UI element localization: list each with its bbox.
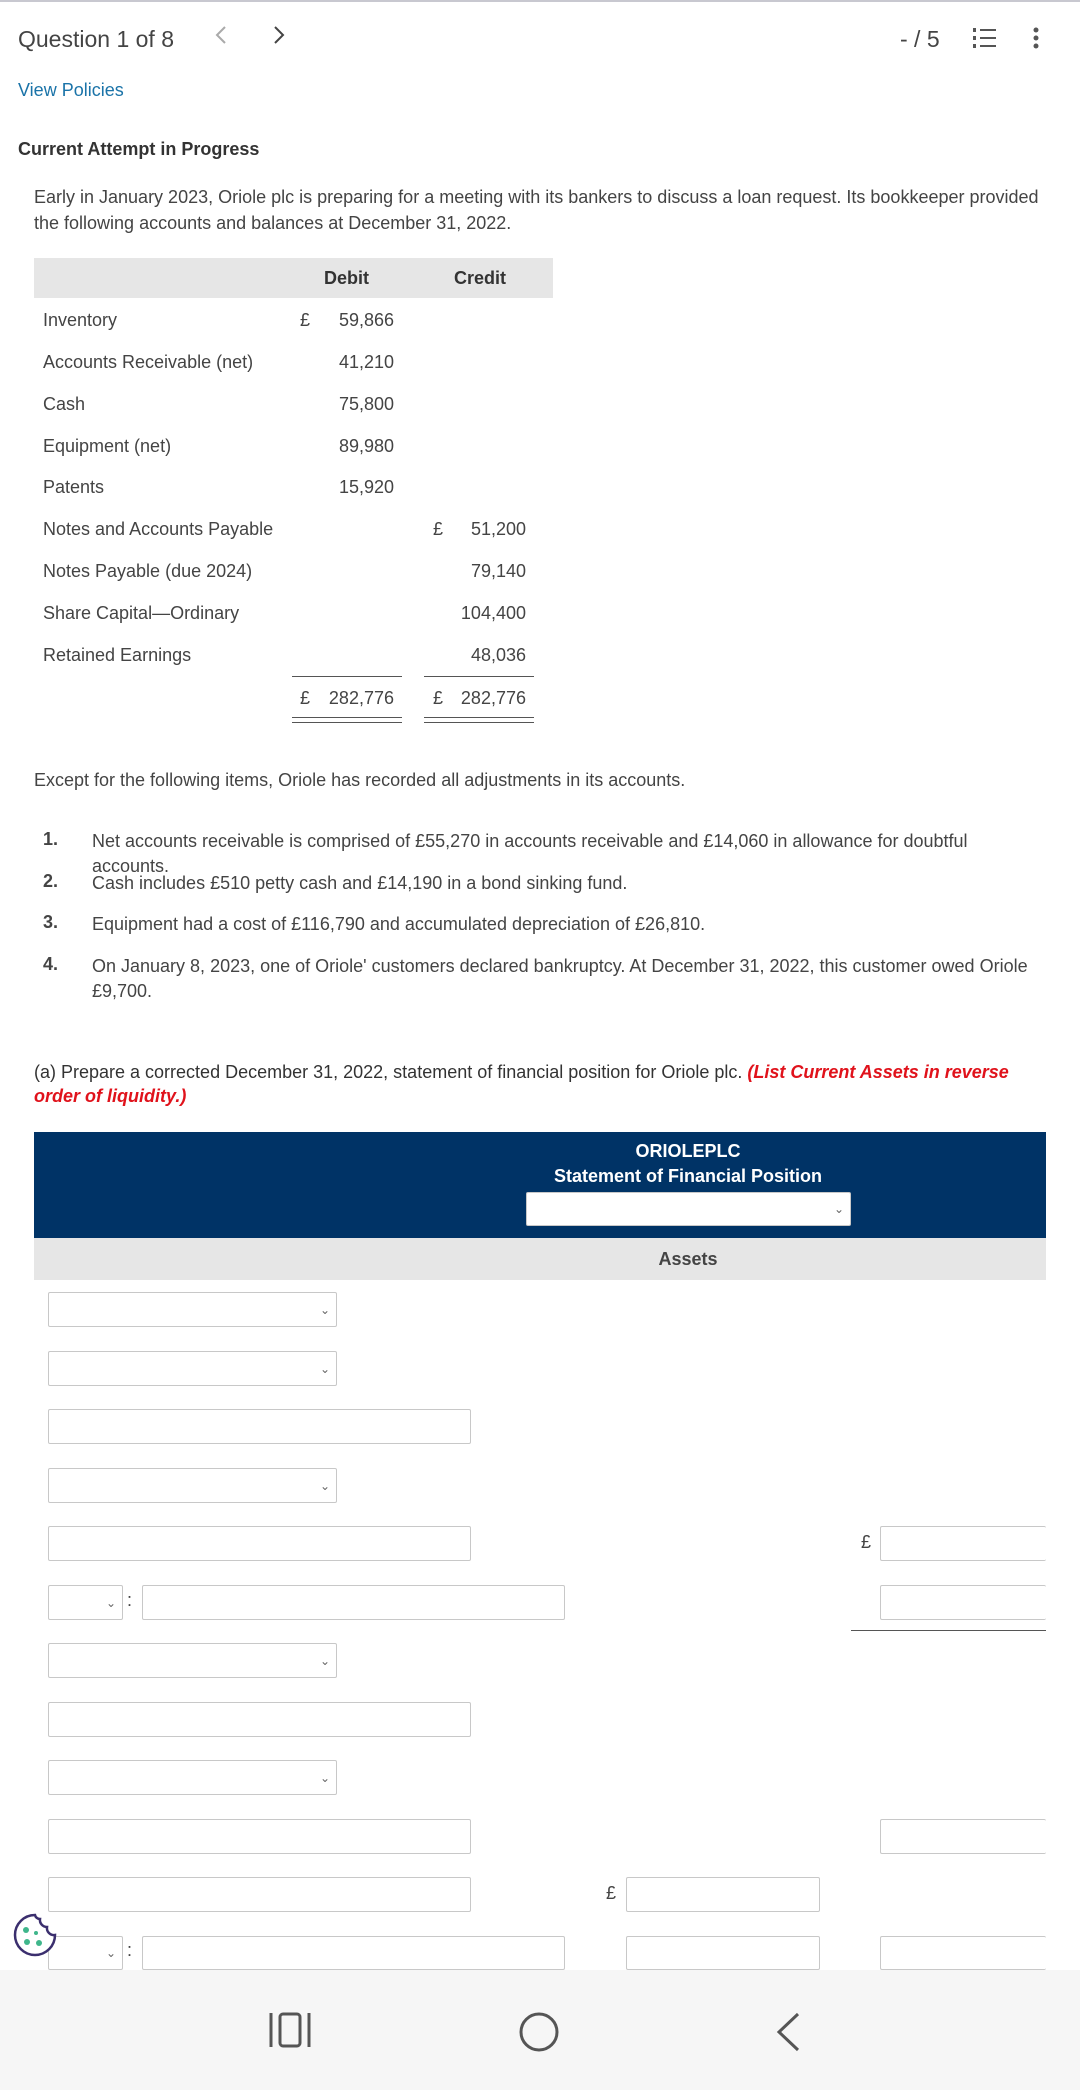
total-double-rule: [424, 717, 534, 723]
except-text: Except for the following items, Oriole has recorded all adjustments in its accounts.: [34, 770, 686, 790]
next-question-button[interactable]: [272, 24, 286, 53]
statement-title: Statement of Financial Position: [553, 1166, 823, 1186]
question-intro: Early in January 2023, Oriole plc is preparing for a meeting with its bankers to discuss a loan request. Its bookkeeper provided the following accounts and balances at December 31, 2022.: [34, 187, 1039, 233]
chevron-down-icon: ⌄: [105, 1595, 116, 1610]
tb-row-label: Accounts Receivable (net): [43, 352, 254, 372]
amount-input[interactable]: [626, 1877, 820, 1912]
subtotal-amount-input[interactable]: [880, 1585, 1046, 1620]
chevron-down-icon: ⌄: [319, 1361, 330, 1376]
question-counter: Question 1 of 8: [18, 26, 174, 52]
tb-row-label: Retained Earnings: [43, 645, 192, 665]
chevron-down-icon: ⌄: [105, 1946, 116, 1960]
recent-apps-icon: [268, 2011, 312, 2049]
question-list-button[interactable]: [972, 26, 998, 50]
tb-row-label: Cash: [43, 394, 86, 414]
tb-debit-value: 75,800: [338, 394, 394, 414]
item-text: Cash includes £510 petty cash and £14,190 in a bond sinking fund.: [92, 873, 628, 893]
prefix-select[interactable]: [48, 1936, 123, 1970]
item-number: 4.: [43, 954, 59, 974]
subtotal-rule: [851, 1630, 1046, 1631]
attempt-status: Current Attempt in Progress: [18, 139, 260, 159]
subtotal-rule: [292, 676, 402, 677]
item-number: 2.: [43, 871, 59, 891]
amount-currency: £: [861, 1532, 872, 1552]
subtotal-rule: [424, 676, 534, 677]
back-button[interactable]: [774, 2011, 802, 2058]
tb-debit-value: 41,210: [338, 352, 394, 372]
chevron-left-icon: [214, 24, 228, 46]
tb-currency: £: [300, 688, 311, 708]
account-select[interactable]: [48, 1760, 337, 1795]
date-select[interactable]: [526, 1192, 851, 1226]
item-text: Net accounts receivable is comprised of £55,270 in accounts receivable and £14,060 in allowance for doubtful accounts.: [92, 831, 968, 876]
colon-separator: :: [127, 1940, 133, 1960]
account-select[interactable]: [48, 1351, 337, 1386]
amount-input[interactable]: [626, 1936, 820, 1970]
amount-input[interactable]: [880, 1526, 1046, 1561]
total-double-rule: [292, 717, 402, 723]
part-a-prompt: (a) Prepare a corrected December 31, 2022, statement of financial position for Oriole plc.: [34, 1062, 748, 1082]
tb-row-label: Notes and Accounts Payable: [43, 519, 274, 539]
chevron-down-icon: ⌄: [319, 1302, 330, 1317]
prev-question-button[interactable]: [214, 24, 228, 53]
tb-credit-value: 104,400: [460, 603, 526, 623]
amount-input[interactable]: [880, 1819, 1046, 1854]
item-text: Equipment had a cost of £116,790 and accumulated depreciation of £26,810.: [92, 914, 706, 934]
recent-apps-button[interactable]: [268, 2011, 312, 2054]
home-circle-icon: [518, 2011, 560, 2053]
subtotal-label-input[interactable]: [142, 1936, 565, 1970]
back-arrow-icon: [774, 2011, 802, 2053]
account-select[interactable]: [48, 1643, 337, 1678]
credit-header: Credit: [454, 268, 507, 288]
account-text-input[interactable]: [48, 1526, 471, 1561]
item-number: 3.: [43, 912, 59, 932]
tb-row-label: Notes Payable (due 2024): [43, 561, 253, 581]
tb-row-label: Equipment (net): [43, 436, 172, 456]
chevron-right-icon: [272, 24, 286, 46]
account-select[interactable]: [48, 1292, 337, 1327]
more-options-button[interactable]: [1026, 26, 1046, 50]
tb-debit-value: 15,920: [338, 477, 394, 497]
tb-row-label: Inventory: [43, 310, 118, 330]
chevron-down-icon: ⌄: [319, 1478, 330, 1493]
tb-currency: £: [433, 688, 444, 708]
tb-debit-value: 89,980: [338, 436, 394, 456]
account-select[interactable]: [48, 1468, 337, 1503]
assets-label: Assets: [658, 1249, 718, 1269]
view-policies-link[interactable]: View Policies: [18, 80, 124, 100]
company-name: ORIOLEPLC: [635, 1141, 741, 1161]
account-text-input[interactable]: [48, 1877, 471, 1912]
account-text-input[interactable]: [48, 1702, 471, 1737]
tb-credit-value: 48,036: [470, 645, 526, 665]
account-text-input[interactable]: [48, 1819, 471, 1854]
tb-debit-value: 59,866: [338, 310, 394, 330]
debit-header: Debit: [324, 268, 369, 288]
item-text: On January 8, 2023, one of Oriole' customers declared bankruptcy. At December 31, 2022, this customer owed Oriole £9,700.: [92, 956, 1028, 1001]
chevron-down-icon: ⌄: [319, 1653, 330, 1668]
tb-credit-value: 51,200: [470, 519, 526, 539]
tb-currency: £: [433, 519, 444, 539]
total-credit: 282,776: [460, 688, 526, 708]
cookie-settings-button[interactable]: [12, 1912, 58, 1958]
account-text-input[interactable]: [48, 1409, 471, 1444]
numbered-list-icon: [972, 26, 998, 50]
subtotal-label-input[interactable]: [142, 1585, 565, 1620]
amount-input[interactable]: [880, 1936, 1046, 1970]
tb-row-label: Patents: [43, 477, 105, 497]
item-number: 1.: [43, 829, 59, 849]
part-a-instructions: [34, 1060, 1044, 1108]
home-button[interactable]: [518, 2011, 560, 2058]
amount-currency: £: [606, 1883, 617, 1903]
tb-currency: £: [300, 310, 311, 330]
score-display: - / 5: [900, 26, 940, 52]
prefix-select[interactable]: [48, 1585, 123, 1620]
chevron-down-icon: ⌄: [319, 1770, 330, 1785]
part-a-note: (List Current Assets in reverse order of liquidity.): [34, 1062, 1009, 1106]
tb-row-label: Share Capital—Ordinary: [43, 603, 240, 623]
tb-credit-value: 79,140: [470, 561, 526, 581]
total-debit: 282,776: [328, 688, 394, 708]
cookie-icon: [12, 1912, 58, 1958]
colon-separator: :: [127, 1590, 133, 1610]
chevron-down-icon: ⌄: [833, 1202, 844, 1216]
vertical-dots-icon: [1026, 26, 1046, 50]
